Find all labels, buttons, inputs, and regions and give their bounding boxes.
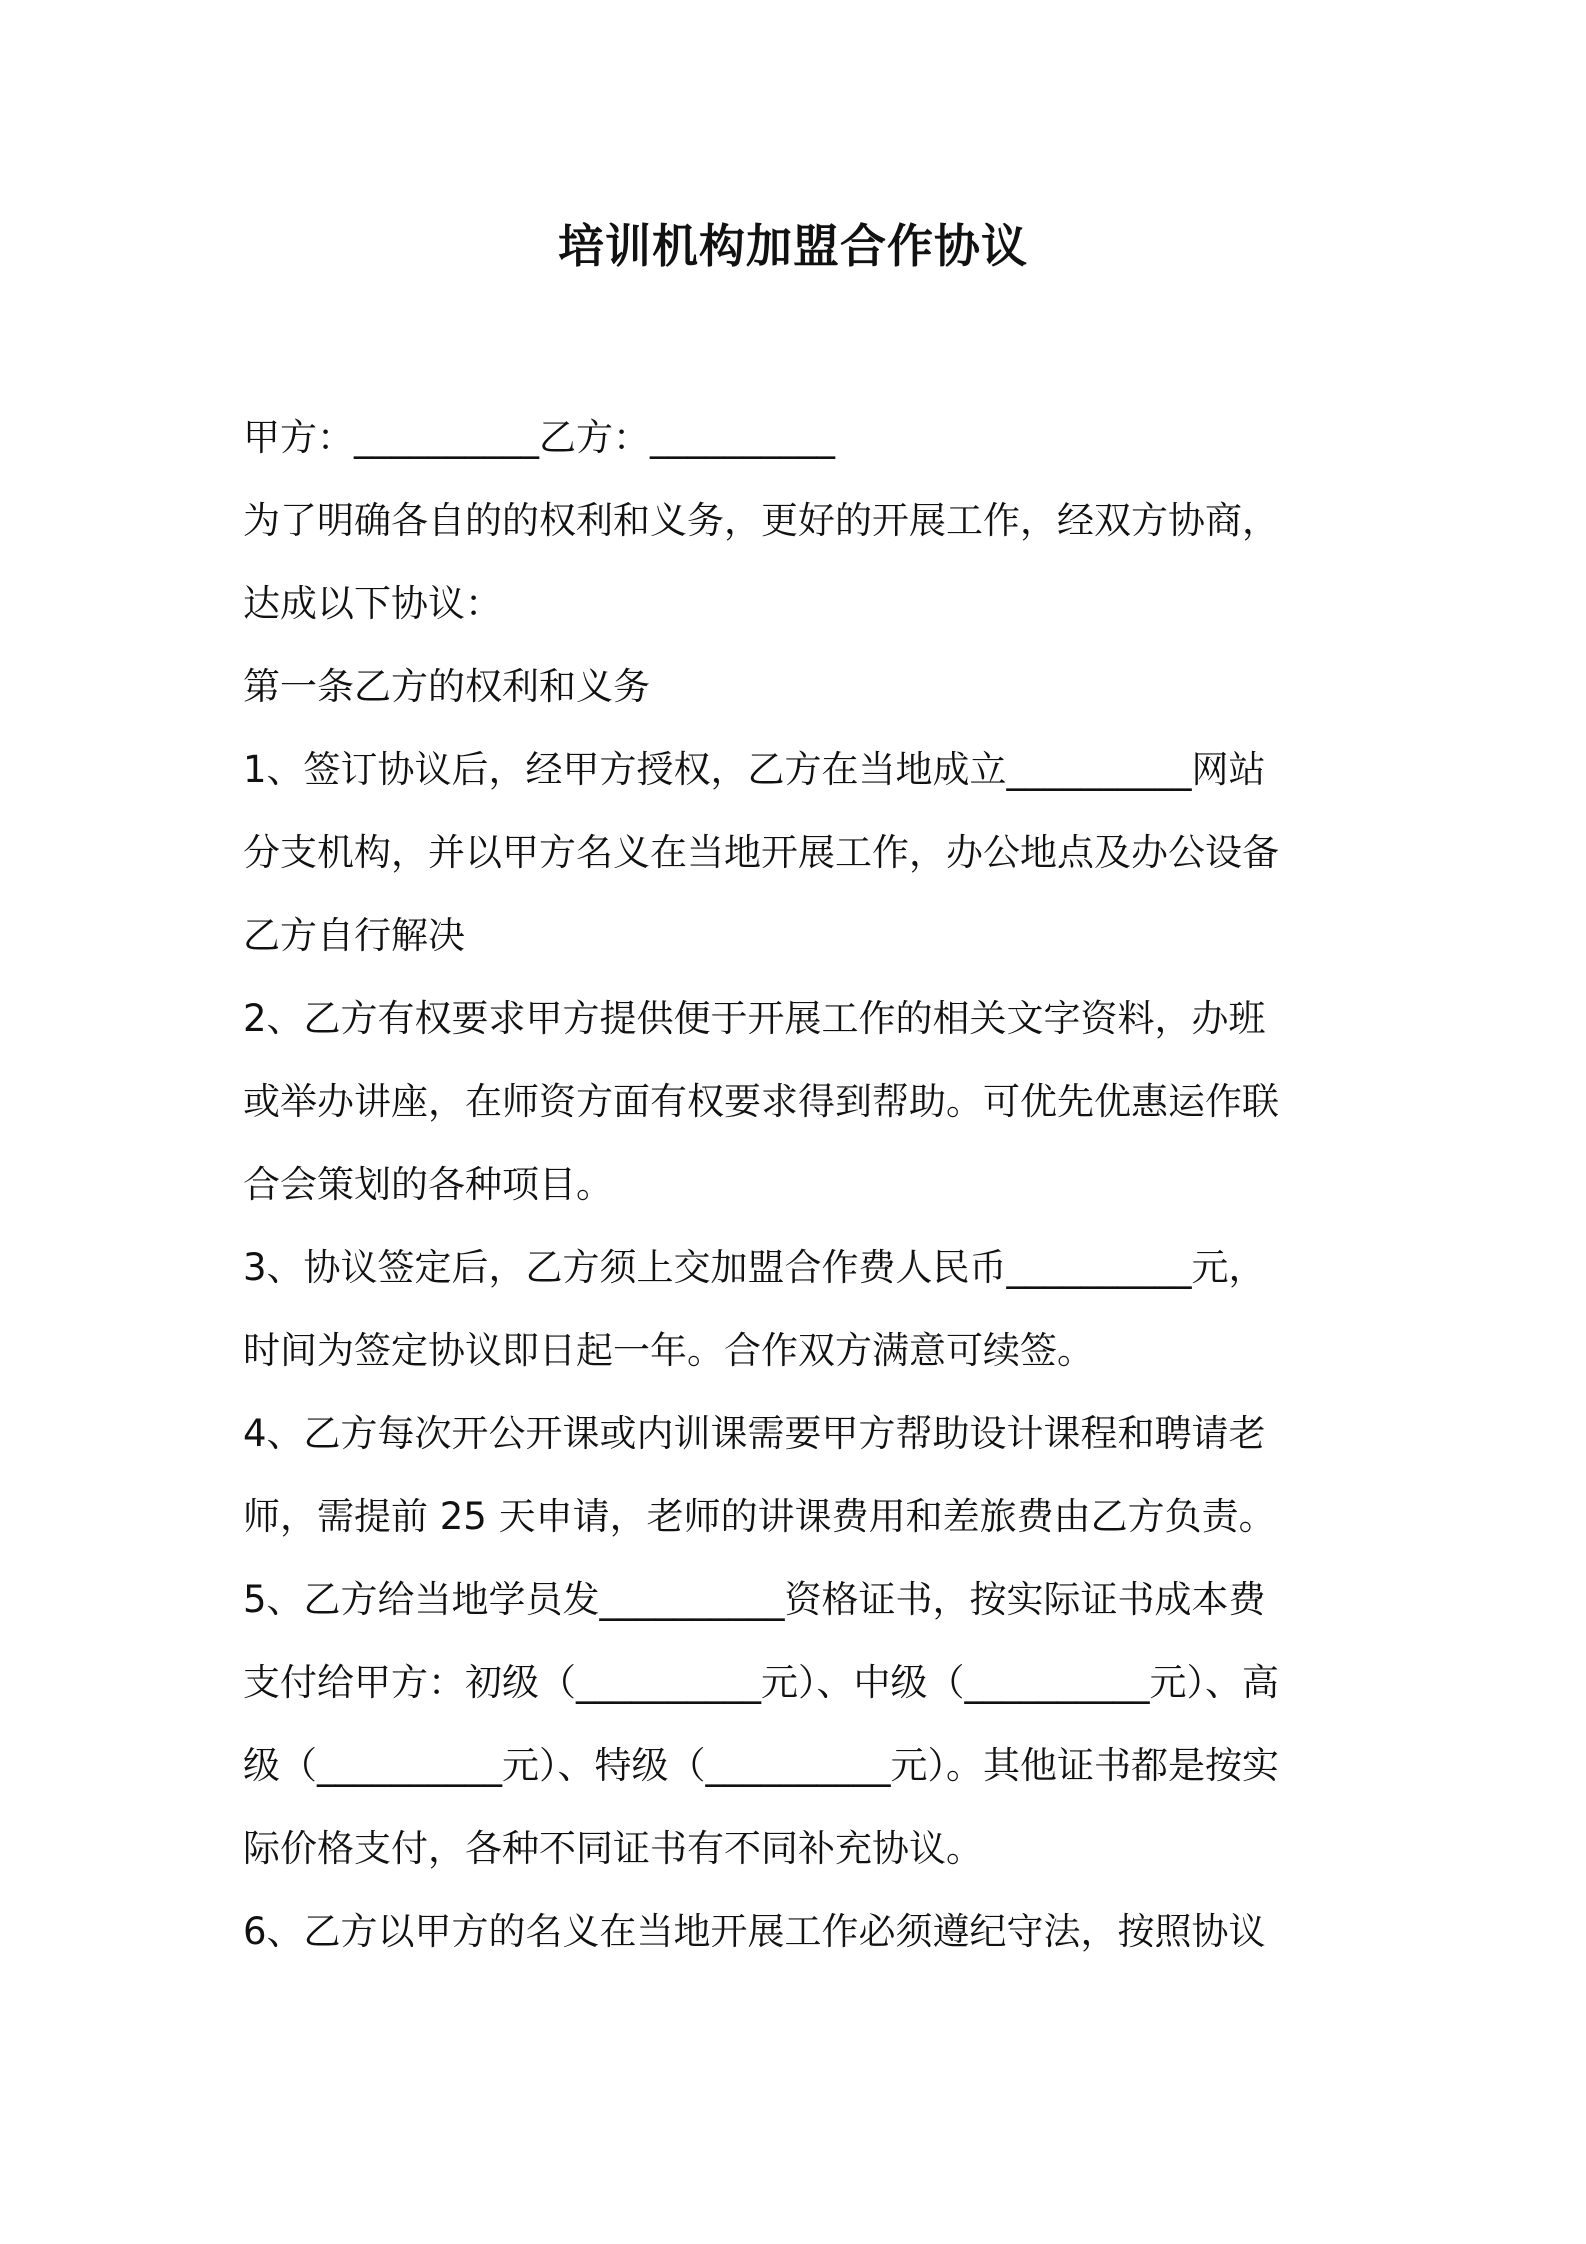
clause-line: 分支机构，并以甲方名义在当地开展工作，办公地点及办公设备	[243, 831, 1279, 874]
preamble-line: 达成以下协议：	[243, 582, 502, 625]
clause-line: 3、协议签定后，乙方须上交加盟合作费人民币__________元，	[243, 1246, 1266, 1289]
clause-line: 或举办讲座，在师资方面有权要求得到帮助。可优先优惠运作联	[243, 1080, 1279, 1123]
document-body	[243, 396, 1359, 1973]
clause-line: 乙方自行解决	[243, 914, 465, 957]
clause-line: 时间为签定协议即日起一年。合作双方满意可续签。	[243, 1329, 1094, 1372]
clause-line: 合会策划的各种项目。	[243, 1163, 613, 1206]
clause-line: 级（__________元）、特级（__________元）。其他证书都是按实	[243, 1744, 1279, 1787]
preamble-line: 为了明确各自的的权利和义务，更好的开展工作，经双方协商，	[243, 499, 1279, 542]
clause-line: 5、乙方给当地学员发__________资格证书，按实际证书成本费	[243, 1578, 1266, 1621]
clause-line: 支付给甲方：初级（__________元）、中级（__________元）、高	[243, 1661, 1279, 1704]
clause-line: 际价格支付，各种不同证书有不同补充协议。	[243, 1827, 983, 1870]
document-title: 培训机构加盟合作协议	[558, 219, 1028, 273]
clause-line: 6、乙方以甲方的名义在当地开展工作必须遵纪守法，按照协议	[243, 1910, 1266, 1953]
article-heading: 第一条乙方的权利和义务	[243, 665, 650, 708]
clause-line: 4、乙方每次开公开课或内训课需要甲方帮助设计课程和聘请老	[243, 1412, 1266, 1455]
clause-line: 师，需提前 25 天申请，老师的讲课费用和差旅费由乙方负责。	[243, 1495, 1276, 1538]
party-line: 甲方：__________乙方：__________	[243, 416, 835, 459]
clause-line: 2、乙方有权要求甲方提供便于开展工作的相关文字资料，办班	[243, 997, 1266, 1040]
clause-line: 1、签订协议后，经甲方授权，乙方在当地成立__________网站	[243, 748, 1266, 791]
